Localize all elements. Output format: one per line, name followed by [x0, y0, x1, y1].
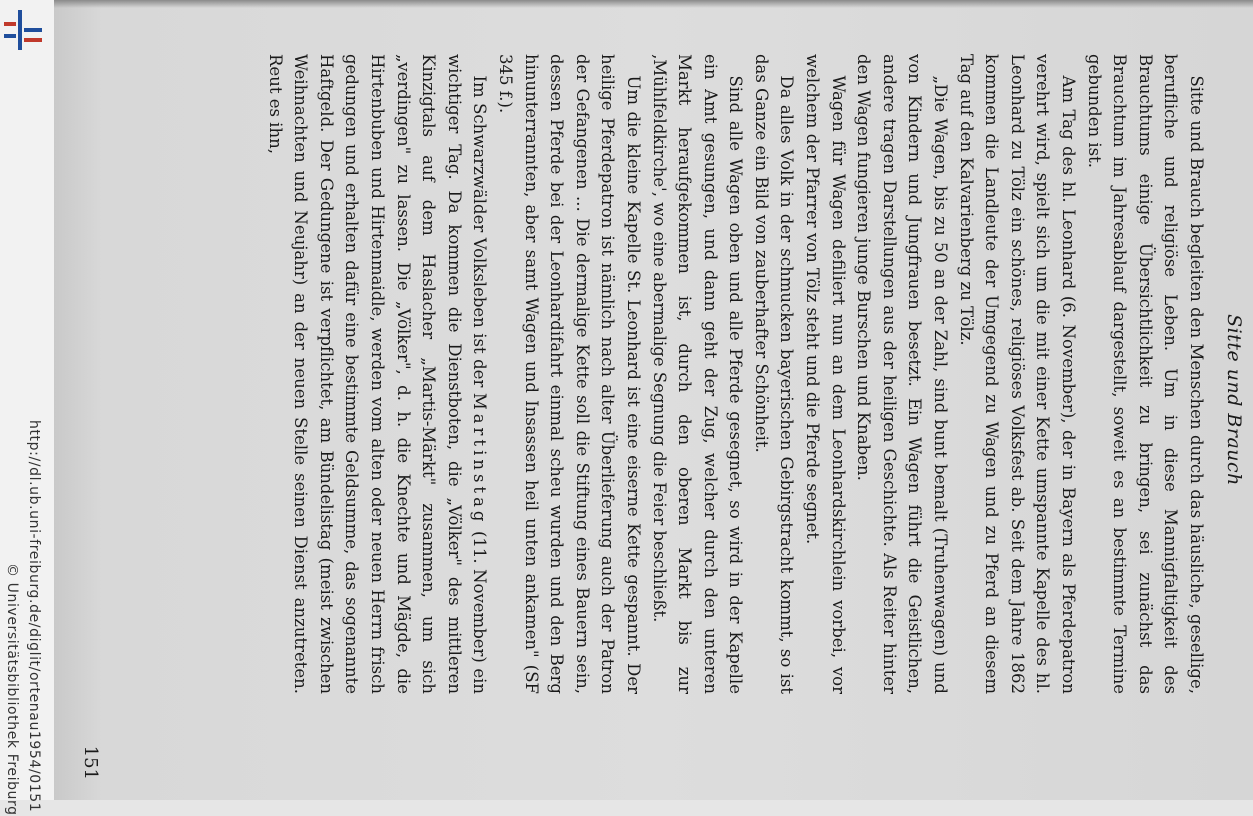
viewer-sidebar: [0, 0, 54, 816]
paragraph-text: (11. November) ein wichtiger Tag. Da kommen die Dienstboten, die „Völker" des mittleren Kinzigtals auf dem Haslacher „Martis-Märkt" zusammen, um sich „verdingen" zu lassen. Die „Völker", d. h. die Knechte und Mägde, die Hirtenbuben und Hirtenmaidle, werden vom alten oder neuen Herrn frisch gedungen und erhalten dafür eine bestimmte Geldsumme, das sogenannte Haftgeld. Der Gedungene ist verpflichtet, am Bündelistag (meist zwischen Weihnachten und Neujahr) an der neuen Stelle seinen Dienst anzutreten. Reut es ihn,: [265, 54, 490, 694]
paragraph: Sitte und Brauch begleiten den Menschen durch das häusliche, gesellige, berufliche und religiöse Leben. Um in diese Mannigfaltigkeit des Brauchtums einige Übersichtlichkeit zu bringen, sei zunächst das Brauchtum im Jahresablauf dargestellt, soweit es an bestimmte Termine gebunden ist.: [1084, 54, 1206, 694]
ub-freiburg-logo-icon: [0, 8, 44, 52]
page-content: [54, 0, 1253, 800]
source-url[interactable]: http://dl.ub.uni-freiburg.de/diglit/ortenau1954/0151: [26, 420, 42, 813]
paragraph: „Die Wagen, bis zu 50 an der Zahl, sind bunt bemalt (Truhenwagen) und von Kindern und Jungfrauen besetzt. Ein Wagen führt die Geistlichen, andere tragen Darstellungen aus der heiligen Geschichte. Als Reiter hinter den Wagen fungieren junge Burschen und Knaben.: [854, 54, 951, 694]
scanned-page: [54, 0, 1253, 800]
body-text: [262, 54, 1209, 694]
page-number: 151: [80, 745, 101, 780]
emphasized-term: Martinstag: [470, 392, 490, 526]
paragraph: Sind alle Wagen oben und alle Pferde gesegnet, so wird in der Kapelle ein Amt gesungen, und dann geht der Zug, welcher durch den unteren Markt heraufgekommen ist, durch den oberen Markt bis zur ‚Mühlfeldkirche', wo eine abermalige Segnung die Feier beschließt.: [649, 54, 746, 694]
paragraph: Wagen für Wagen defiliert nun an dem Leonhardskirchlein vorbei, vor welchem der Pfarrer von Tölz steht und die Pferde segnet.: [803, 54, 848, 694]
paragraph: Um die kleine Kapelle St. Leonhard ist eine eiserne Kette gespannt. Der heilige Pferdepatron ist nämlich nach alter Überlieferung auch der Patron der Gefangenen ... Die dermalige Kette soll die Stiftung eines Bauern sein, dessen Pferde bei der Leonhardifahrt einmal scheu wurden und den Berg hinunterrannten, aber samt Wagen und Insassen heil unten ankamen" (SF 345 f.).: [495, 54, 643, 694]
running-head: Sitte und Brauch: [1223, 314, 1245, 486]
copyright-notice: © Universitätsbibliothek Freiburg: [4, 563, 20, 816]
paragraph-text: Im Schwarzwälder Volksleben ist der: [470, 75, 490, 393]
paragraph: Am Tag des hl. Leonhard (6. November), der in Bayern als Pferdepatron verehrt wird, spielt sich um die mit einer Kette umspannte Kapelle des hl. Leonhard zu Tölz ein schönes, religiöses Volksfest ab. Seit dem Jahre 1862 kommen die Landleute der Umgegend zu Wagen und zu Pferd an diesem Tag auf den Kalvarienberg zu Tölz.: [956, 54, 1079, 694]
paragraph: [262, 54, 492, 694]
paragraph: Da alles Volk in der schmucken bayerischen Gebirgstracht kommt, so ist das Ganze ein Bild von zauberhafter Schönheit.: [751, 54, 797, 694]
